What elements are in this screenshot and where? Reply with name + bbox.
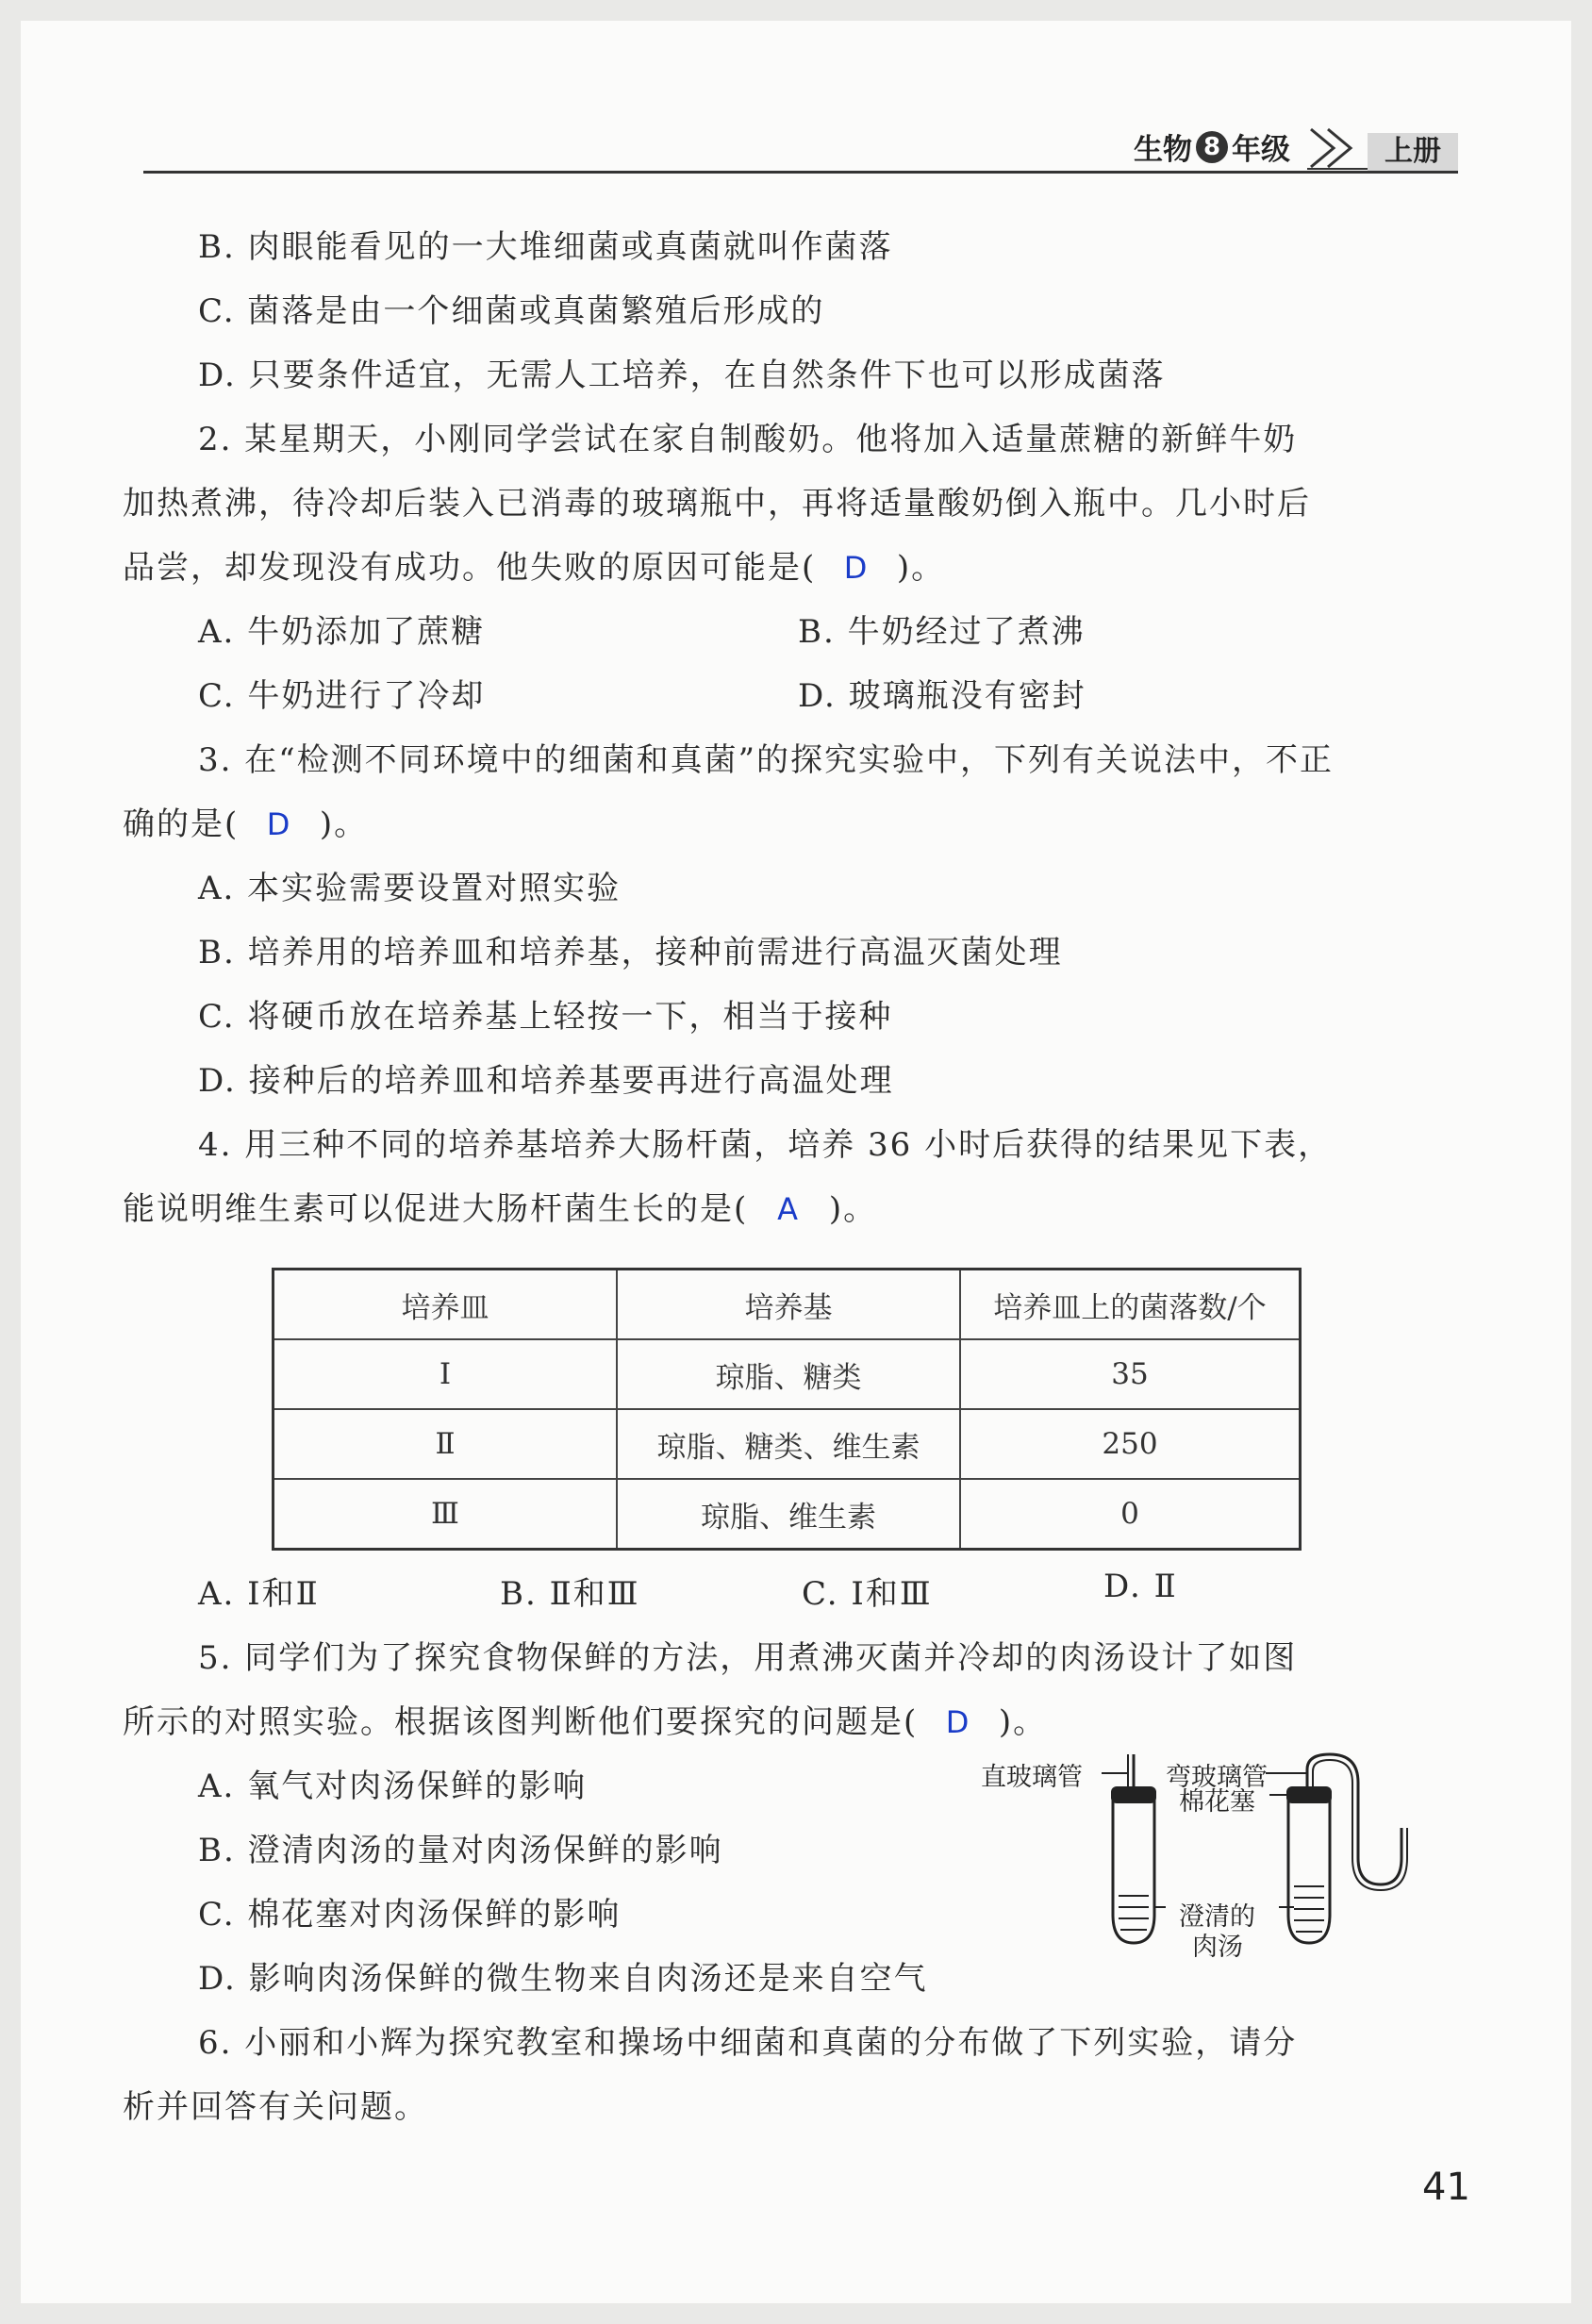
table-cell: 琼脂、糖类、维生素 xyxy=(617,1409,960,1479)
q5-stem-line1: 5. 同学们为了探究食物保鲜的方法，用煮沸灭菌并冷却的肉汤设计了如图 xyxy=(198,1639,1298,1677)
q4-stem-line2 xyxy=(123,1183,877,1229)
table-cell: Ⅲ xyxy=(274,1479,618,1550)
q4-stem-text: 能说明维生素可以促进大肠杆菌生长的是( xyxy=(123,1190,749,1228)
q2-option-c: C. 牛奶进行了冷却 xyxy=(198,677,486,715)
q2-option-d: D. 玻璃瓶没有密封 xyxy=(798,677,1086,715)
q3-option-a: A. 本实验需要设置对照实验 xyxy=(198,870,622,907)
cotton-plug-label: 棉花塞 xyxy=(1179,1787,1255,1817)
subject-label: 生物 xyxy=(1134,133,1192,167)
header-volume: 上册 xyxy=(1368,133,1458,171)
table-cell: 250 xyxy=(960,1409,1301,1479)
q1-option-d: D. 只要条件适宜，无需人工培养，在自然条件下也可以形成菌落 xyxy=(198,357,1166,394)
q5-stem-text: 所示的对照实验。根据该图判断他们要探究的问题是( xyxy=(123,1703,919,1741)
double-chevron-icon xyxy=(1307,125,1368,171)
q4-answer: A xyxy=(777,1191,801,1227)
table-header-cell: 培养皿上的菌落数/个 xyxy=(960,1270,1301,1340)
header-subject xyxy=(1134,125,1290,168)
q2-answer: D xyxy=(843,550,870,586)
straight-tube-label: 直玻璃管 xyxy=(981,1763,1083,1792)
q2-stem-line1: 2. 某星期天，小刚同学尝试在家自制酸奶。他将加入适量蔗糖的新鲜牛奶 xyxy=(198,421,1298,458)
q2-option-a: A. 牛奶添加了蔗糖 xyxy=(198,613,486,651)
q3-option-d: D. 接种后的培养皿和培养基要再进行高温处理 xyxy=(198,1062,894,1100)
broth-label-line1: 澄清的 xyxy=(1179,1902,1255,1932)
table-header-cell: 培养皿 xyxy=(274,1270,618,1340)
q4-option-a: A. Ⅰ和Ⅱ xyxy=(198,1575,320,1613)
table-cell: 35 xyxy=(960,1339,1301,1409)
q4-stem-close: )。 xyxy=(828,1190,878,1228)
q3-stem-line2 xyxy=(123,798,368,844)
table-header-cell: 培养基 xyxy=(617,1270,960,1340)
q6-stem-line2: 析并回答有关问题。 xyxy=(123,2088,428,2126)
q5-stem-line2 xyxy=(123,1696,1047,1742)
q5-option-b: B. 澄清肉汤的量对肉汤保鲜的影响 xyxy=(198,1832,723,1869)
q3-answer: D xyxy=(266,806,292,842)
q2-stem-text: 品尝，却发现没有成功。他失败的原因可能是( xyxy=(123,549,817,587)
q2-option-b: B. 牛奶经过了煮沸 xyxy=(798,613,1086,651)
table-cell: Ⅱ xyxy=(274,1409,618,1479)
q5-answer: D xyxy=(945,1704,971,1740)
q4-option-d: D. Ⅱ xyxy=(1103,1568,1178,1605)
q2-stem-line3 xyxy=(123,541,945,588)
q4-option-b: B. Ⅱ和Ⅲ xyxy=(500,1575,640,1613)
grade-suffix-label: 年级 xyxy=(1232,133,1290,167)
q5-option-a: A. 氧气对肉汤保鲜的影响 xyxy=(198,1768,588,1805)
culture-results-table xyxy=(272,1268,1302,1551)
page-header xyxy=(143,124,1458,174)
bent-tube-label: 弯玻璃管 xyxy=(1166,1763,1268,1792)
table-cell: 琼脂、维生素 xyxy=(617,1479,960,1550)
q5-option-d: D. 影响肉汤保鲜的微生物来自肉汤还是来自空气 xyxy=(198,1960,928,1998)
broth-experiment-figure xyxy=(981,1745,1452,1966)
q4-stem-line1: 4. 用三种不同的培养基培养大肠杆菌，培养 36 小时后获得的结果见下表， xyxy=(198,1126,1333,1164)
broth-label-line2: 肉汤 xyxy=(1192,1933,1243,1962)
q5-stem-close: )。 xyxy=(998,1703,1048,1741)
q3-stem-line1: 3. 在“检测不同环境中的细菌和真菌”的探究实验中，下列有关说法中，不正 xyxy=(198,741,1335,779)
grade-number-badge: 8 xyxy=(1196,131,1228,163)
q6-stem-line1: 6. 小丽和小辉为探究教室和操场中细菌和真菌的分布做了下列实验，请分 xyxy=(198,2024,1298,2062)
header-rule xyxy=(143,171,1458,174)
textbook-page xyxy=(21,21,1571,2303)
q3-stem-close: )。 xyxy=(319,805,369,843)
q5-option-c: C. 棉花塞对肉汤保鲜的影响 xyxy=(198,1896,622,1934)
q4-option-c: C. Ⅰ和Ⅲ xyxy=(802,1575,933,1613)
q2-stem-line2: 加热煮沸，待冷却后装入已消毒的玻璃瓶中，再将适量酸奶倒入瓶中。几小时后 xyxy=(123,485,1311,523)
table-row xyxy=(274,1339,1301,1409)
table-row xyxy=(274,1409,1301,1479)
q2-stem-close: )。 xyxy=(896,549,946,587)
table-cell: 0 xyxy=(960,1479,1301,1550)
page-number: 41 xyxy=(1422,2166,1470,2209)
table-cell: Ⅰ xyxy=(274,1339,618,1409)
q3-option-c: C. 将硬币放在培养基上轻按一下，相当于接种 xyxy=(198,998,893,1036)
table-row xyxy=(274,1479,1301,1550)
q3-option-b: B. 培养用的培养皿和培养基，接种前需进行高温灭菌处理 xyxy=(198,934,1063,971)
q1-option-b: B. 肉眼能看见的一大堆细菌或真菌就叫作菌落 xyxy=(198,228,893,266)
q3-stem-text: 确的是( xyxy=(123,805,240,843)
table-header-row xyxy=(274,1270,1301,1340)
q1-option-c: C. 菌落是由一个细菌或真菌繁殖后形成的 xyxy=(198,292,825,330)
table-cell: 琼脂、糖类 xyxy=(617,1339,960,1409)
